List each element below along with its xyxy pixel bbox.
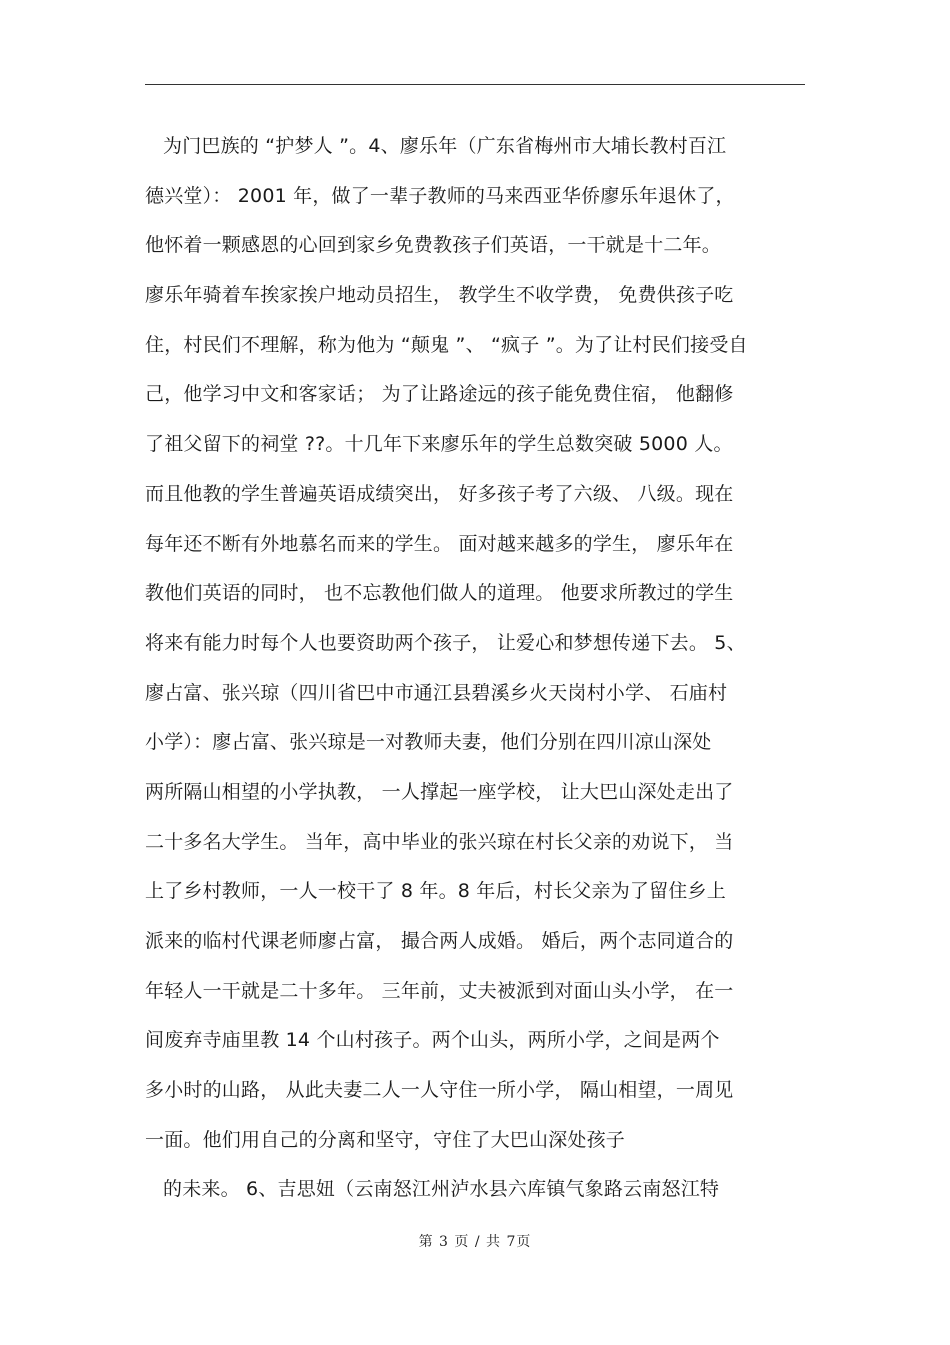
- text-line: 的未来。 6、吉思妞（云南怒江州泸水县六库镇气象路云南怒江特: [163, 1178, 720, 1201]
- body-text: [145, 126, 815, 1219]
- text-line: 每年还不断有外地慕名而来的学生。 面对越来越多的学生， 廖乐年在: [145, 532, 734, 555]
- text-line: 教他们英语的同时， 也不忘教他们做人的道理。 他要求所教过的学生: [145, 582, 734, 605]
- text-line: 两所隔山相望的小学执教， 一人撑起一座学校， 让大巴山深处走出了: [145, 780, 734, 803]
- text-line: 多小时的山路， 从此夫妻二人一人守住一所小学， 隔山相望，一周见: [145, 1079, 734, 1102]
- text-line: 廖乐年骑着车挨家挨户地动员招生， 教学生不收学费， 免费供孩子吃: [145, 284, 734, 307]
- text-line: 而且他教的学生普遍英语成绩突出， 好多孩子考了六级、 八级。现在: [145, 482, 734, 505]
- text-line: 廖占富、张兴琼（四川省巴中市通江县碧溪乡火天岗村小学、 石庙村: [145, 681, 728, 704]
- text-line: 间废弃寺庙里教 14 个山村孩子。两个山头，两所小学，之间是两个: [145, 1029, 720, 1052]
- text-line: 住，村民们不理解，称为他为 “颠鬼 ”、 “疯子 ”。为了让村民们接受自: [145, 333, 748, 356]
- text-line: 派来的临村代课老师廖占富， 撮合两人成婚。 婚后，两个志同道合的: [145, 930, 734, 952]
- header-rule: [145, 84, 805, 85]
- text-line: 将来有能力时每个人也要资助两个孩子， 让爱心和梦想传递下去。 5、: [145, 631, 746, 654]
- text-line: 他怀着一颗感恩的心回到家乡免费教孩子们英语，一干就是十二年。: [145, 234, 722, 257]
- text-line: 为门巴族的 “护梦人 ”。4、廖乐年（广东省梅州市大埔长教村百江: [163, 135, 727, 157]
- text-line: 德兴堂）： 2001 年，做了一辈子教师的马来西亚华侨廖乐年退休了，: [145, 184, 735, 207]
- text-line: 上了乡村教师，一人一校干了 8 年。8 年后，村长父亲为了留住乡上: [145, 880, 726, 903]
- text-line: 了祖父留下的祠堂 ??。十几年下来廖乐年的学生总数突破 5000 人。: [145, 433, 733, 456]
- text-line: 年轻人一干就是二十多年。 三年前，丈夫被派到对面山头小学， 在一: [145, 979, 734, 1002]
- page-number-footer: 第 3 页 / 共 7页: [418, 1234, 532, 1250]
- text-line: 己，他学习中文和客家话； 为了让路途远的孩子能免费住宿， 他翻修: [145, 383, 734, 406]
- text-line: 小学）：廖占富、张兴琼是一对教师夫妻，他们分别在四川凉山深处: [145, 731, 712, 754]
- text-line: 一面。他们用自己的分离和坚守，守住了大巴山深处孩子: [145, 1128, 626, 1151]
- text-line: 二十多名大学生。 当年，高中毕业的张兴琼在村长父亲的劝说下， 当: [145, 830, 734, 853]
